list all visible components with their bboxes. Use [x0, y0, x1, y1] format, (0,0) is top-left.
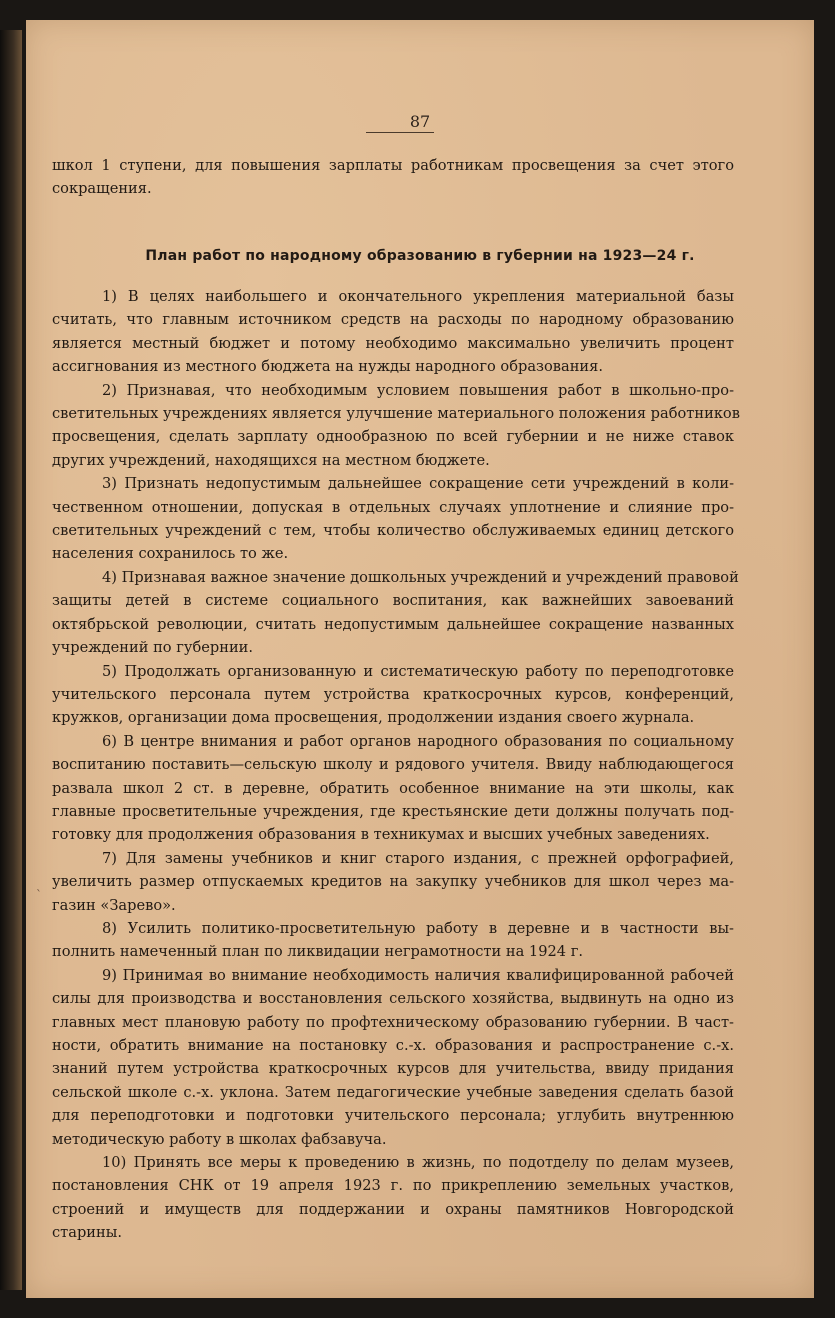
- book-page: [26, 20, 814, 1298]
- paragraph-1: [52, 285, 734, 379]
- text-line: 6) В центре внимания и работ органов народного образования по социальному: [102, 732, 734, 750]
- text-line: развала школ 2 ст. в деревне, обратить особенное внимание на эти школы, как: [52, 779, 734, 797]
- text-line: 9) Принимая во внимание необходимость наличия квалифицированной рабочей: [102, 966, 734, 984]
- paragraph-7: [52, 847, 734, 917]
- text-line: для переподготовки и подготовки учительского персонала; углубить внутреннюю: [52, 1107, 734, 1125]
- text-line: просвещения, сделать зарплату однообразною по всей губернии и не ниже ставок: [52, 428, 734, 446]
- intro-text: [52, 154, 734, 201]
- text-line: учреждений по губернии.: [52, 639, 254, 657]
- plan-body: [52, 285, 740, 1245]
- text-line: 4) Признавая важное значение дошкольных учреждений и учреждений правовой: [102, 568, 739, 586]
- text-line: 7) Для замены учебников и книг старого издания, с прежней орфографией,: [102, 849, 734, 867]
- text-line: других учреждений, находящихся на местном бюджете.: [52, 451, 490, 469]
- text-line: методическую работу в школах фабзавуча.: [52, 1130, 387, 1148]
- text-line: школ 1 ступени, для повышения зарплаты работникам просвещения за счет этого: [52, 157, 734, 174]
- margin-mark: `: [36, 888, 42, 902]
- text-line: защиты детей в системе социального воспитания, как важнейших завоеваний: [52, 592, 734, 610]
- paragraph-6: [52, 730, 734, 847]
- text-line: 1) В целях наибольшего и окончательного укрепления материальной базы: [102, 288, 734, 305]
- text-line: кружков, организации дома просвещения, продолжении издания своего журнала.: [52, 709, 695, 727]
- text-line: учительского персонала путем устройства краткосрочных курсов, конференций,: [52, 685, 734, 703]
- text-line: ности, обратить внимание на постановку с.-х. образования и распространение с.-х.: [52, 1037, 734, 1054]
- text-line: постановления СНК от 19 апреля 1923 г. по прикреплению земельных участков,: [52, 1177, 734, 1195]
- text-line: строений и имуществ для поддержании и охраны памятников Новгородской: [52, 1200, 734, 1218]
- text-line: воспитанию поставить—сельскую школу и рядового учителя. Ввиду наблюдающегося: [52, 756, 734, 774]
- text-line: увеличить размер отпускаемых кредитов на закупку учебников для школ через ма-: [52, 873, 734, 891]
- paragraph-2: [52, 379, 740, 473]
- paragraph-10: [52, 1151, 734, 1245]
- previous-page-edge: [0, 30, 22, 1290]
- text-line: 8) Усилить политико-просветительную работу в деревне и в частности вы-: [102, 919, 734, 937]
- text-line: 10) Принять все меры к проведению в жизнь, по подотделу по делам музеев,: [102, 1154, 734, 1172]
- text-line: октябрьской революции, считать недопустимым дальнейшее сокращение названных: [52, 615, 734, 633]
- text-line: главных мест плановую работу по профтехническому образованию губернии. В част-: [52, 1013, 734, 1031]
- paragraph-9: [52, 964, 734, 1151]
- section-heading: План работ по народному образованию в губернии на 1923—24 г.: [145, 248, 695, 264]
- text-line: 5) Продолжать организованную и систематическую работу по переподготовке: [102, 662, 734, 680]
- text-line: газин «Зарево».: [52, 896, 176, 914]
- text-line: 2) Признавая, что необходимым условием повышения работ в школьно-про-: [102, 381, 734, 399]
- text-line: светительных учреждениях является улучшение материального положения работников: [52, 405, 740, 423]
- text-line: полнить намеченный план по ликвидации неграмотности на 1924 г.: [52, 943, 583, 961]
- text-line: старины.: [52, 1224, 122, 1242]
- text-line: сельской школе с.-х. уклона. Затем педагогические учебные заведения сделать базой: [52, 1083, 734, 1101]
- paragraph-4: [52, 566, 739, 660]
- page-number-rule: [366, 132, 434, 133]
- text-line: светительных учреждений с тем, чтобы количество обслуживаемых единиц детского: [52, 522, 734, 540]
- paragraph-3: [52, 472, 734, 566]
- text-line: чественном отношении, допуская в отдельных случаях уплотнение и слияние про-: [52, 498, 734, 516]
- text-line: 3) Признать недопустимым дальнейшее сокращение сети учреждений в коли-: [102, 475, 734, 493]
- text-line: силы для производства и восстановления сельского хозяйства, выдвинуть на одно из: [52, 990, 734, 1008]
- paragraph-5: [52, 660, 734, 730]
- text-line: главные просветительные учреждения, где крестьянские дети должны получать под-: [52, 802, 734, 820]
- text-line: знаний путем устройства краткосрочных курсов для учительства, ввиду придания: [52, 1060, 734, 1078]
- text-line: является местный бюджет и потому необходимо максимально увеличить процент: [52, 334, 734, 352]
- text-line: населения сохранилось то же.: [52, 545, 289, 563]
- text-line: сокращения.: [52, 180, 152, 198]
- page-number: 87: [409, 112, 431, 131]
- text-line: считать, что главным источником средств на расходы по народному образованию: [52, 311, 734, 329]
- text-line: готовку для продолжения образования в техникумах и высших учебных заведениях.: [52, 826, 710, 844]
- paragraph-8: [52, 917, 734, 964]
- text-line: ассигнования из местного бюджета на нужды народного образования.: [52, 358, 603, 376]
